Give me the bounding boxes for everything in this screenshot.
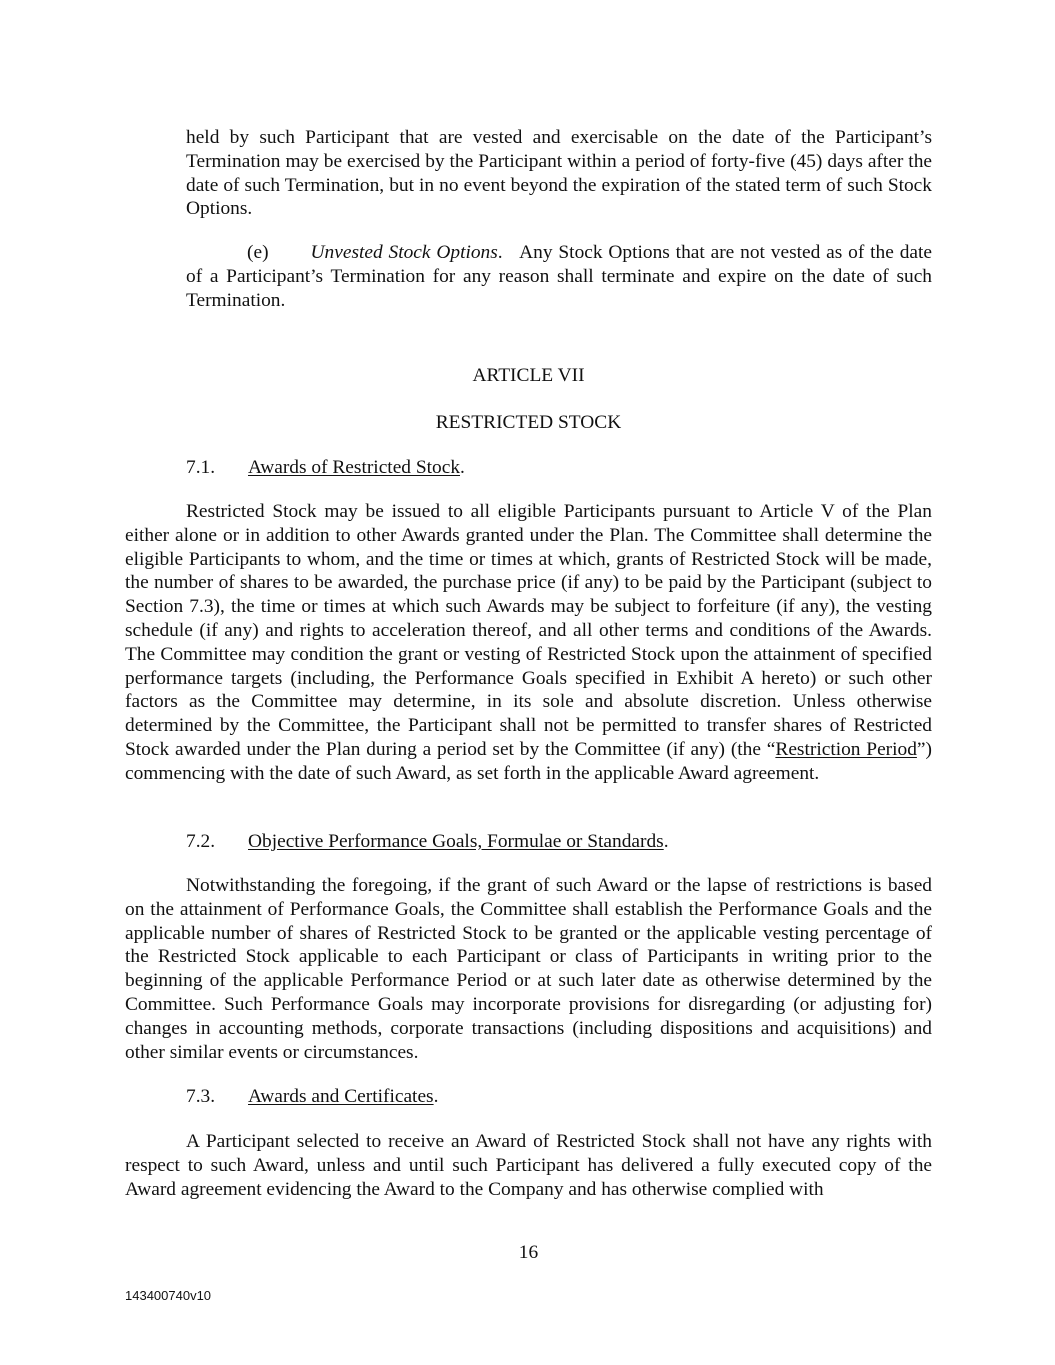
section-7-2-body: Notwithstanding the foregoing, if the grant of such Award or the lapse of restrictions is based on the attainment of Performance Goals, the Committee shall establish the Performance Goals and the applicable number of shares of Restricted Stock to be granted or the applicable vesting percentage of the Restricted Stock applicable to each Participant or class of Participants in writing prior to the beginning of the applicable Performance Period or at such later date as otherwise determined by the Committee. Such Performance Goals may incorporate provisions for disregarding (or adjusting for) changes in accounting methods, corporate transactions (including dispositions and acquisitions) and other similar events or circumstances. [125,875,932,1063]
section-title: Awards and Certificates [248,1086,434,1107]
section-title: Awards of Restricted Stock [248,457,461,478]
section-7-1-body-text: Restricted Stock may be issued to all eligible Participants pursuant to Article V of the Plan either alone or in addition to other Awards granted under the Plan. The Committee shall determine the eligible Participants to whom, and the time or times at which, grants of Restricted Stock will be made, the number of shares to be awarded, the purchase price (if any) to be paid by the Participant (subject to Section 7.3), the time or times at which such Awards may be subject to forfeiture (if any), the vesting schedule (if any) and rights to acceleration thereof, and all other terms and conditions of the Awards. The Committee may condition the grant or vesting of Restricted Stock upon the attainment of specified performance targets (including, the Performance Goals specified in Exhibit A hereto) or such other factors as the Committee may determine, in its sole and absolute discretion. Unless otherwise determined by the Committee, the Participant shall not be permitted to transfer shares of Restricted Stock awarded under the Plan during a period set by the Committee (if any) (the “ [125,501,932,760]
section-7-1-heading [186,456,465,480]
section-title-punct: . [433,1086,439,1107]
section-7-1-body [125,500,932,786]
document-id: 143400740v10 [125,1288,212,1303]
article-title: RESTRICTED STOCK [435,412,622,433]
section-7-1-body-text-end: ”) commencing with the date of such Award, as set forth in the applicable Award agreement. [125,738,932,784]
section-number: 7.3. [186,1086,216,1107]
section-title: Objective Performance Goals, Formulae or Standards [248,831,664,852]
section-number: 7.2. [186,831,216,852]
section-7-3-body: A Participant selected to receive an Award of Restricted Stock shall not have any rights with respect to such Award, unless and until such Participant has delivered a fully executed copy of the Award agreement evidencing the Award to the Company and has otherwise complied with [125,1131,932,1200]
article-number: ARTICLE VII [472,365,585,386]
continuation-paragraph: held by such Participant that are vested and exercisable on the date of the Participant’s Termination may be exercised by the Participant within a period of forty-five (45) days after the date of such Termination, but in no event beyond the expiration of the stated term of such Stock Options. [186,127,932,220]
section-number: 7.1. [186,457,216,478]
item-marker: (e) [247,242,269,263]
unvested-title: Unvested Stock Options [310,242,498,263]
unvested-stock-options-paragraph [186,241,932,312]
unvested-body: Any Stock Options that are not vested as of the date of a Participant’s Termination for any reason shall terminate and expire on the date of such Termination. [186,242,932,311]
defined-term-restriction-period: Restriction Period [775,738,917,760]
section-title-punct: . [460,457,465,478]
section-7-2-heading [186,830,669,854]
page-number: 16 [518,1242,539,1263]
section-title-punct: . [663,831,669,852]
unvested-title-punct: . [497,242,503,263]
section-7-3-heading [186,1085,438,1109]
